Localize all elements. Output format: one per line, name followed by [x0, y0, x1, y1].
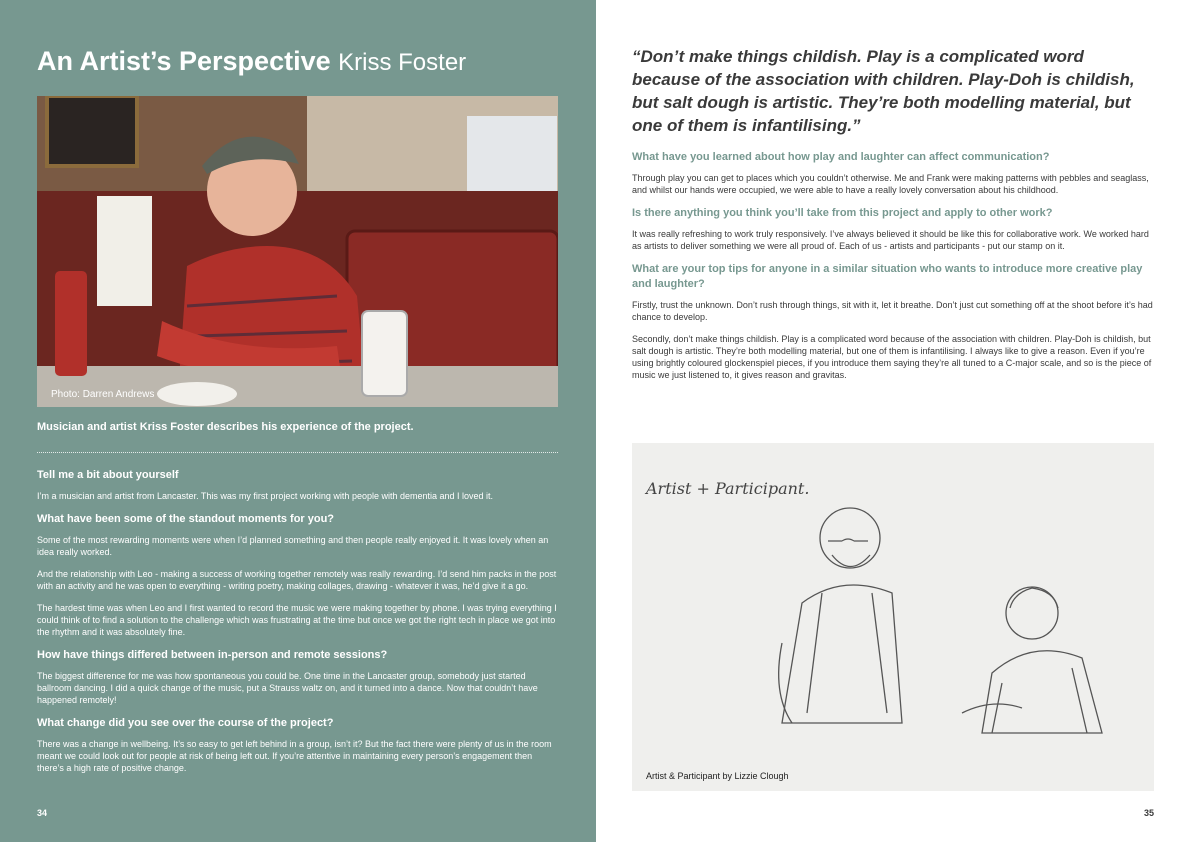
sketch-label: Artist + Participant.	[646, 479, 810, 498]
page-number-left: 34	[37, 808, 48, 818]
answer: There was a change in wellbeing. It’s so easy to get left behind in a group, isn’t it? But the fact there were plenty of us in the room meant we could look out for people at risk of being left out. If you’re attentive in maintaining every person’s engagement then there’s a high rate of positive change.	[37, 739, 552, 773]
answer: Through play you can get to places which you couldn’t otherwise. Me and Frank were making patterns with pebbles and seaglass, and whilst our hands were occupied, we were able to have a really lovely conversation about his childhood.	[632, 173, 1149, 195]
page-number-right: 35	[1143, 808, 1154, 818]
answer: The biggest difference for me was how spontaneous you could be. One time in the Lancaster group, somebody just started ballroom dancing. I did a quick change of the music, put a Strauss waltz on, and it turned into a dance. Now that couldn’t have happened remotely!	[37, 671, 538, 705]
photo-illustration	[37, 96, 558, 407]
question: What have you learned about how play and laughter can affect communication?	[632, 151, 1050, 163]
right-page	[596, 0, 1191, 842]
answer: It was really refreshing to work truly responsively. I’ve always believed it should be like this for collaborative work. We worked hard as artists to deliver something we were all proud of. Each of us - artists and participants - put our stamp on it.	[632, 229, 1149, 251]
question: Tell me a bit about yourself	[37, 469, 179, 481]
intro-text: Musician and artist Kriss Foster describes his experience of the project.	[37, 421, 414, 433]
question: What have been some of the standout moments for you?	[37, 513, 335, 525]
author-name: Kriss Foster	[338, 49, 467, 76]
interview-right	[632, 150, 1156, 391]
question: Is there anything you think you’ll take from this project and apply to other work?	[632, 207, 1053, 219]
dotted-divider	[37, 452, 558, 453]
question: How have things differed between in-person and remote sessions?	[37, 649, 388, 661]
portrait-photo	[37, 96, 558, 407]
answer: I’m a musician and artist from Lancaster. This was my first project working with people with dementia and I loved it.	[37, 491, 494, 501]
question: What change did you see over the course of the project?	[37, 717, 334, 729]
sketch-artwork	[632, 443, 1154, 791]
title-text: An Artist’s Perspective	[37, 46, 331, 76]
question: What are your top tips for anyone in a similar situation who wants to introduce more creative play and laughter?	[632, 263, 1143, 290]
answer: Firstly, trust the unknown. Don’t rush through things, sit with it, let it breathe. Don’t just cut something off at the shoot before it’s had chance to develop.	[632, 300, 1153, 322]
answer: The hardest time was when Leo and I first wanted to record the music we were making together by phone. I was trying everything I could think of to find a solution to the challenge which was frustrating at the time but once we got the right tech in place we got into the rhythm and it was absolutely fine.	[37, 603, 557, 637]
article-title	[37, 44, 466, 80]
sketch-caption: Artist & Participant by Lizzie Clough	[646, 771, 789, 781]
interview-left	[37, 468, 558, 784]
pull-quote: “Don’t make things childish. Play is a complicated word because of the association with children. Play-Doh is childish, but salt dough is artistic. They’re both modelling material, but one of them is infantilising.”	[632, 47, 1135, 135]
answer: Some of the most rewarding moments were when I’d planned something and then people really enjoyed it. It was lovely when an idea really worked.	[37, 535, 549, 557]
answer: Secondly, don’t make things childish. Play is a complicated word because of the association with children. Play-Doh is childish, but salt dough is artistic. They’re both modelling material, but one of them is infantilising. I always like to give a reason. Even if you’re using brightly coloured glockenspiel pieces, if you introduce them saying they’re all tuned to a C-major scale, and so is the piece of music we just listened to, it gives reason and gravitas.	[632, 334, 1152, 380]
answer: And the relationship with Leo - making a success of working together remotely was really rewarding. I’d send him packs in the post with an activity and he was open to everything - writing poetry, making collages, drawing - whatever it was, he’d give it a go.	[37, 569, 557, 591]
photo-caption: Photo: Darren Andrews	[51, 389, 155, 400]
